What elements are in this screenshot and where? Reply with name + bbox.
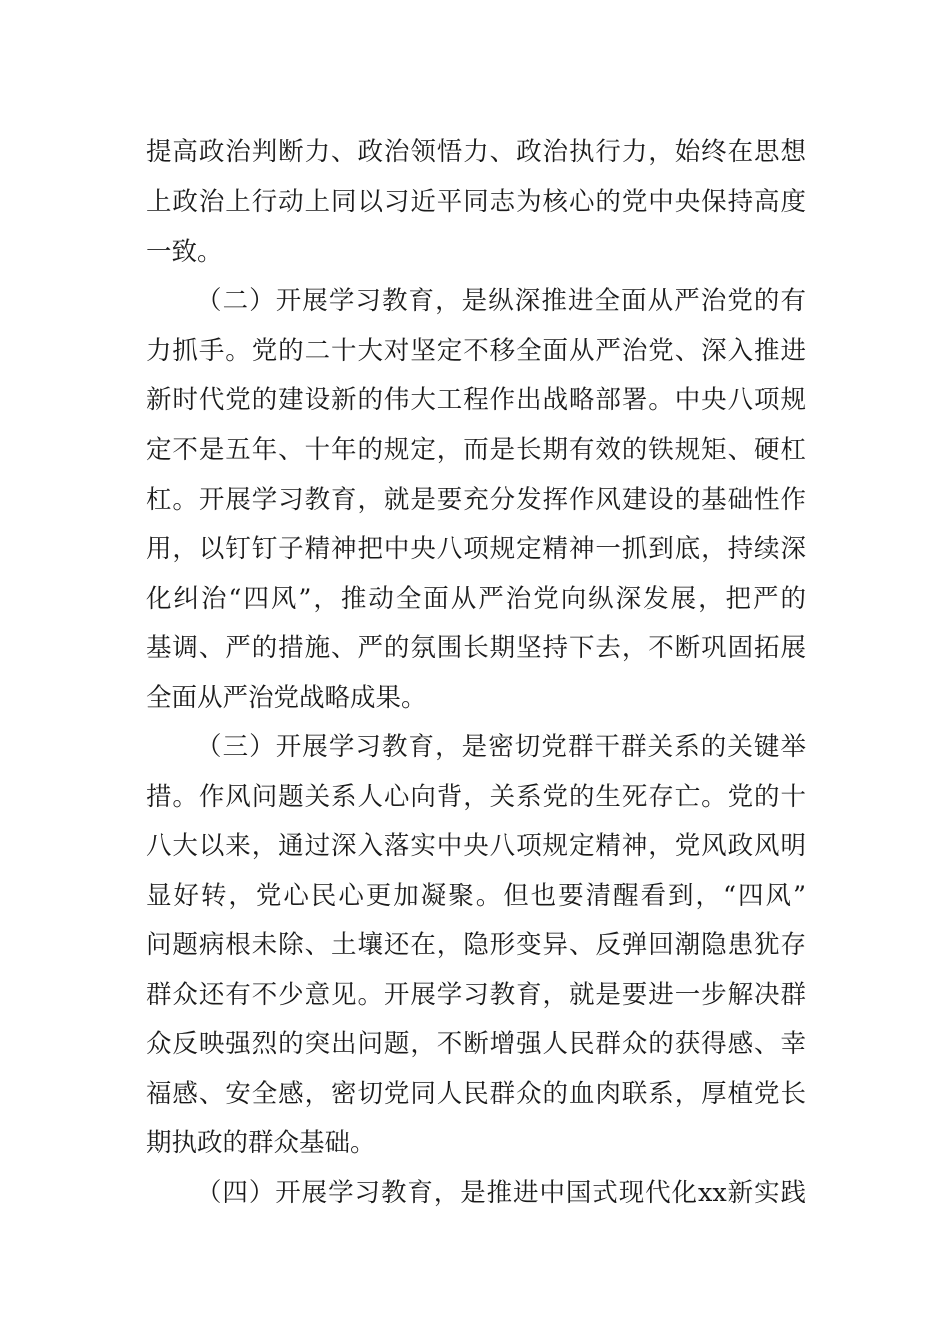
- text-line: 八大以来，通过深入落实中央八项规定精神，党风政风明: [146, 831, 806, 861]
- text-line: 问题病根未除、土壤还在，隐形变异、反弹回潮隐患犹存: [146, 930, 806, 960]
- text-line: 措。作风问题关系人心向背，关系党的生死存亡。党的十: [146, 782, 806, 812]
- text-line: 众反映强烈的突出问题，不断增强人民群众的获得感、幸: [146, 1029, 806, 1059]
- text-line: 一致。: [146, 237, 223, 267]
- text-line: 用，以钉钉子精神把中央八项规定精神一抓到底，持续深: [146, 534, 806, 564]
- text-line: 化纠治“四风”，推动全面从严治党向纵深发展，把严的: [146, 584, 806, 614]
- text-line: 显好转，党心民心更加凝聚。但也要清醒看到，“四风”: [146, 881, 806, 911]
- text-line: 杠。开展学习教育，就是要充分发挥作风建设的基础性作: [146, 485, 806, 515]
- text-line: 全面从严治党战略成果。: [146, 683, 427, 713]
- text-line: 基调、严的措施、严的氛围长期坚持下去，不断巩固拓展: [146, 633, 806, 663]
- text-line: 定不是五年、十年的规定，而是长期有效的铁规矩、硬杠: [146, 435, 806, 465]
- text-line: 力抓手。党的二十大对坚定不移全面从严治党、深入推进: [146, 336, 806, 366]
- paragraph-heading-line: （二）开展学习教育，是纵深推进全面从严治党的有: [196, 286, 806, 316]
- text-line: 上政治上行动上同以习近平同志为核心的党中央保持高度: [146, 187, 806, 217]
- text-line: 新时代党的建设新的伟大工程作出战略部署。中央八项规: [146, 385, 806, 415]
- text-line: 提高政治判断力、政治领悟力、政治执行力，始终在思想: [146, 137, 806, 167]
- text-line: 群众还有不少意见。开展学习教育，就是要进一步解决群: [146, 980, 806, 1010]
- paragraph-heading-line: （四）开展学习教育，是推进中国式现代化xx新实践: [196, 1178, 806, 1208]
- text-line: 福感、安全感，密切党同人民群众的血肉联系，厚植党长: [146, 1079, 806, 1109]
- paragraph-heading-line: （三）开展学习教育，是密切党群干群关系的关键举: [196, 732, 806, 762]
- text-line: 期执政的群众基础。: [146, 1128, 376, 1158]
